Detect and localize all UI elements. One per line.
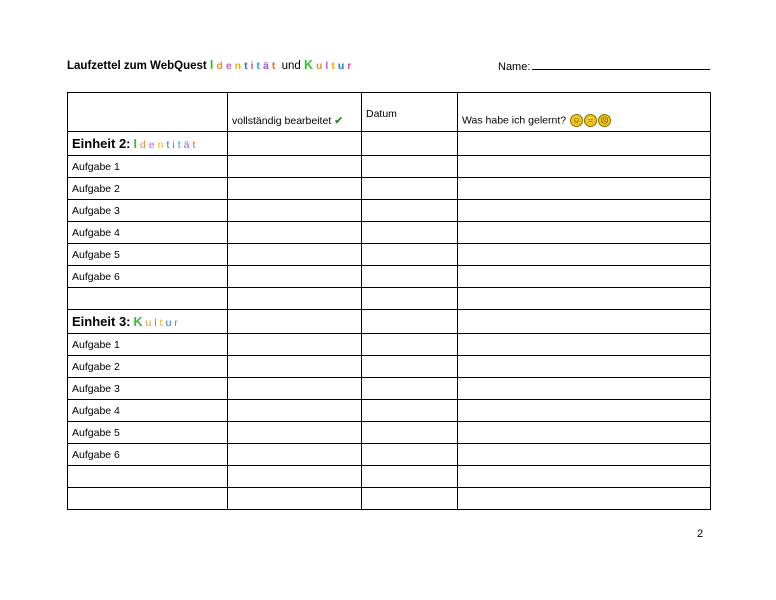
date-cell[interactable] [362,488,458,510]
empty-row [68,488,711,510]
completed-cell[interactable] [228,466,362,488]
learned-cell[interactable] [458,334,711,356]
empty-cell[interactable] [68,488,228,510]
colored-letter: K [133,315,143,329]
colored-letter: I [133,137,137,151]
colored-letter: t [159,317,163,329]
progress-table [67,92,711,510]
learned-cell[interactable] [458,356,711,378]
colored-letter: ä [183,139,190,151]
date-cell[interactable] [362,378,458,400]
date-cell[interactable] [362,156,458,178]
colored-letter: ä [263,60,269,72]
empty-row [68,466,711,488]
colored-letter: t [271,60,276,72]
section-title: Einheit 2: I d e n t i t ä t [68,132,228,156]
page-number: 2 [697,528,704,540]
task-label: Aufgabe 3 [68,378,228,400]
date-cell[interactable] [362,310,458,334]
colored-letter: t [331,60,335,72]
date-cell[interactable] [362,356,458,378]
date-cell[interactable] [362,266,458,288]
completed-cell[interactable] [228,334,362,356]
colored-letter: n [234,60,242,72]
table-row [68,378,711,400]
learned-cell[interactable] [458,266,711,288]
learned-cell[interactable] [458,378,711,400]
colored-letter: t [177,139,181,151]
table-header-row [68,93,711,132]
section-row [68,132,711,156]
task-label: Aufgabe 2 [68,356,228,378]
happy-face-icon: ☺ [570,114,583,127]
task-label: Aufgabe 6 [68,444,228,466]
completed-cell[interactable] [228,400,362,422]
task-label: Aufgabe 4 [68,222,228,244]
colored-letter: r [347,60,352,72]
learned-cell[interactable] [458,310,711,334]
name-field[interactable] [498,59,710,73]
learned-cell[interactable] [458,488,711,510]
task-label: Aufgabe 5 [68,422,228,444]
empty-cell[interactable] [68,466,228,488]
table-row [68,156,711,178]
completed-cell[interactable] [228,422,362,444]
task-label: Aufgabe 3 [68,200,228,222]
title-kultur [304,60,354,72]
completed-cell[interactable] [228,488,362,510]
name-label: Name: [498,61,531,73]
colored-letter: t [244,60,248,72]
learned-cell[interactable] [458,200,711,222]
header-completed: vollständig bearbeitet ✔ [228,93,362,132]
colored-letter: t [192,139,196,151]
learned-cell[interactable] [458,288,711,310]
completed-cell[interactable] [228,156,362,178]
colored-letter: i [172,139,175,151]
empty-cell[interactable] [68,288,228,310]
table-row [68,334,711,356]
task-label: Aufgabe 4 [68,400,228,422]
colored-letter: d [139,139,146,151]
empty-row [68,288,711,310]
colored-letter: r [174,317,178,329]
learned-cell[interactable] [458,156,711,178]
colored-letter: e [148,139,155,151]
header-empty [68,93,228,132]
learned-cell[interactable] [458,244,711,266]
completed-cell[interactable] [228,244,362,266]
colored-letter: l [154,317,157,329]
table-row [68,266,711,288]
colored-letter: l [325,60,329,72]
colored-letter: t [256,60,261,72]
completed-cell[interactable] [228,222,362,244]
table-row [68,244,711,266]
colored-letter: d [216,60,223,72]
task-label: Aufgabe 1 [68,334,228,356]
completed-cell[interactable] [228,356,362,378]
completed-cell[interactable] [228,266,362,288]
date-cell[interactable] [362,222,458,244]
date-cell[interactable] [362,444,458,466]
colored-letter: i [250,60,254,72]
task-label: Aufgabe 1 [68,156,228,178]
colored-letter: K [303,58,313,72]
checkmark-icon: ✔ [334,115,344,127]
task-label: Aufgabe 5 [68,244,228,266]
learned-cell[interactable] [458,222,711,244]
task-label: Aufgabe 6 [68,266,228,288]
table-row [68,444,711,466]
learned-cell[interactable] [458,466,711,488]
date-cell[interactable] [362,288,458,310]
colored-letter: n [157,139,164,151]
completed-cell[interactable] [228,288,362,310]
title-und: und [281,60,301,72]
task-label: Aufgabe 2 [68,178,228,200]
completed-cell[interactable] [228,310,362,334]
completed-cell[interactable] [228,200,362,222]
date-cell[interactable] [362,132,458,156]
learned-cell[interactable] [458,132,711,156]
learned-cell[interactable] [458,422,711,444]
completed-cell[interactable] [228,132,362,156]
date-cell[interactable] [362,178,458,200]
date-cell[interactable] [362,244,458,266]
date-cell[interactable] [362,200,458,222]
table-row [68,400,711,422]
learned-cell[interactable] [458,178,711,200]
completed-cell[interactable] [228,178,362,200]
colored-letter: u [165,317,172,329]
learned-cell[interactable] [458,400,711,422]
date-cell[interactable] [362,400,458,422]
name-underline[interactable] [532,59,710,70]
table-row [68,178,711,200]
table-row [68,222,711,244]
header-date: Datum [362,93,458,132]
table-row [68,200,711,222]
document-title [67,58,354,72]
colored-letter: I [209,58,214,72]
sad-face-icon: ☹ [598,114,611,127]
date-cell[interactable] [362,422,458,444]
colored-letter: u [315,60,323,72]
section-row [68,310,711,334]
date-cell[interactable] [362,334,458,356]
title-identitaet [210,60,278,72]
table-row [68,422,711,444]
header-learned: Was habe ich gelernt? ☺ 😐 ☹ [458,93,711,132]
learned-cell[interactable] [458,444,711,466]
colored-letter: e [225,60,232,72]
table-row [68,356,711,378]
neutral-face-icon: 😐 [585,116,596,125]
completed-cell[interactable] [228,444,362,466]
colored-letter: u [145,317,152,329]
section-title: Einheit 3: K u l t u r [68,310,228,334]
colored-letter: u [337,60,345,72]
title-prefix: Laufzettel zum WebQuest [67,60,207,72]
date-cell[interactable] [362,466,458,488]
colored-letter: t [166,139,170,151]
completed-cell[interactable] [228,378,362,400]
